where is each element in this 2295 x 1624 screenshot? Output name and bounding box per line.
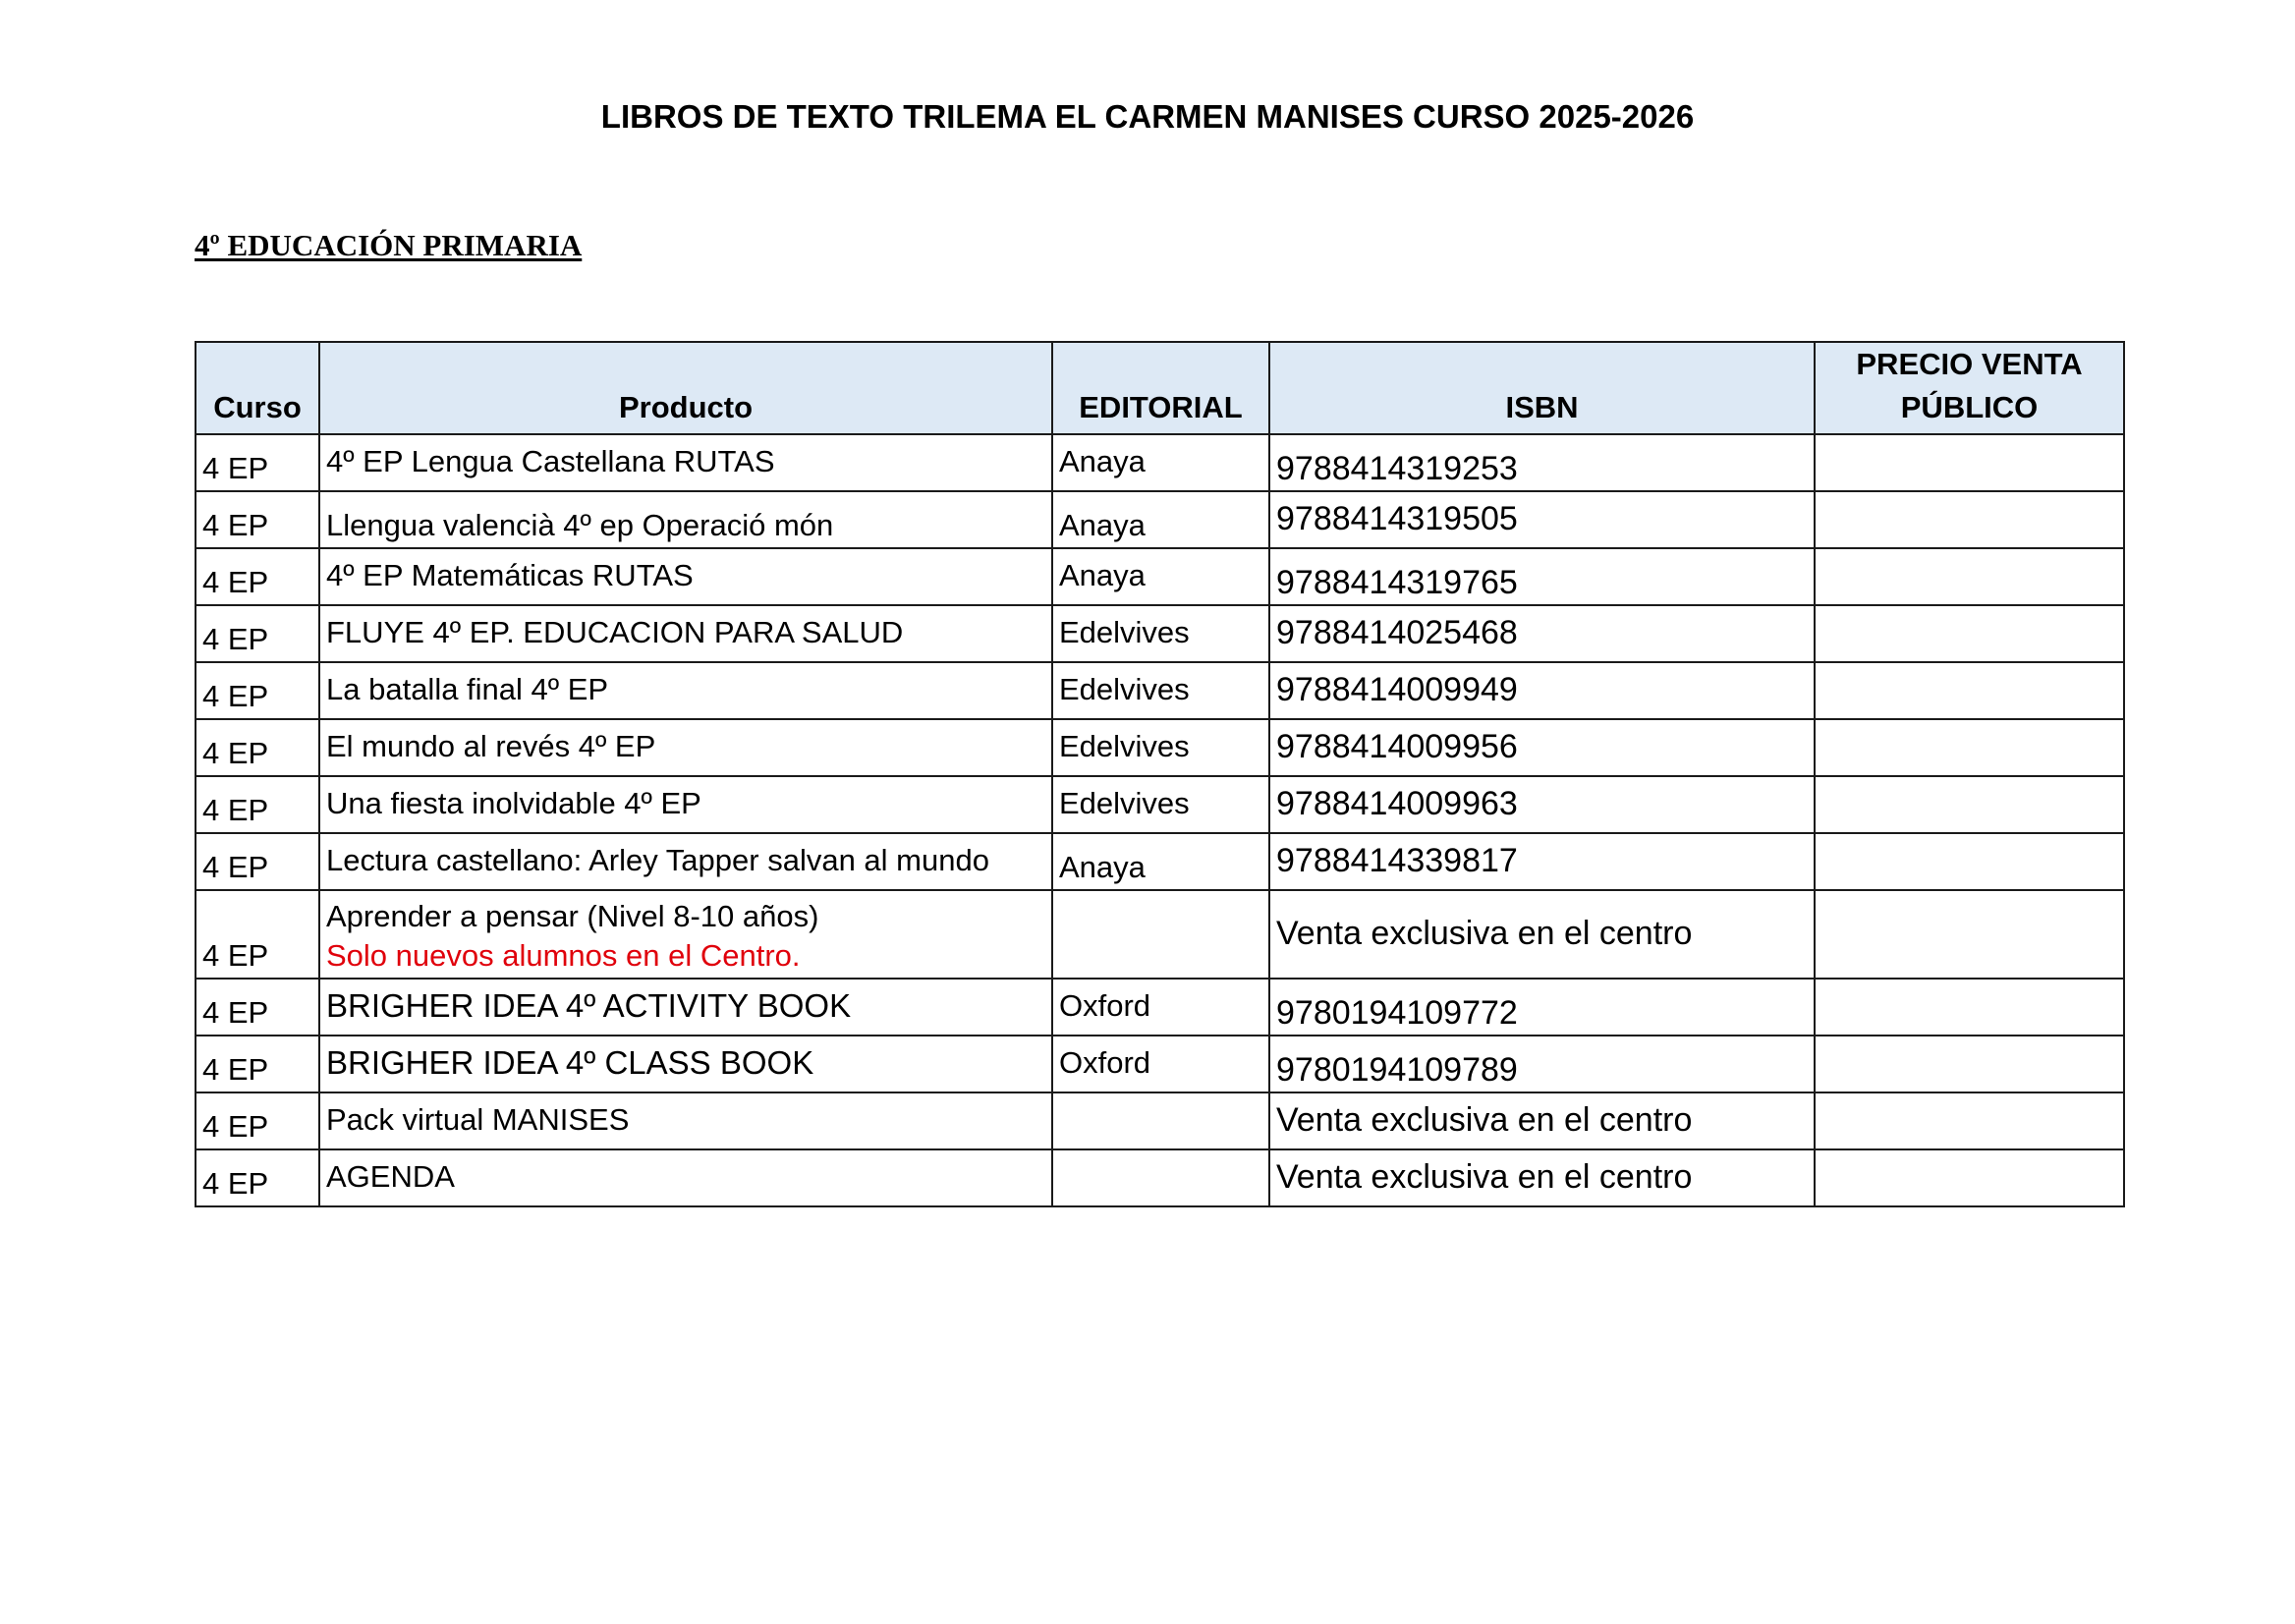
- cell-producto: BRIGHER IDEA 4º ACTIVITY BOOK: [319, 979, 1052, 1036]
- header-isbn: ISBN: [1269, 342, 1815, 434]
- table-row: [196, 434, 2124, 491]
- cell-isbn: 9788414339817: [1269, 833, 1815, 890]
- table-row: [196, 719, 2124, 776]
- section-heading: 4º EDUCACIÓN PRIMARIA: [195, 228, 583, 262]
- table-row: [196, 605, 2124, 662]
- textbook-table: [195, 341, 2125, 1207]
- cell-editorial: Anaya: [1052, 548, 1269, 605]
- cell-curso: 4 EP: [196, 662, 319, 719]
- table-row: [196, 1092, 2124, 1149]
- cell-editorial: Oxford: [1052, 1036, 1269, 1092]
- cell-precio: [1815, 1149, 2124, 1206]
- table-row: [196, 833, 2124, 890]
- cell-editorial: Edelvives: [1052, 662, 1269, 719]
- header-precio: PRECIO VENTA PÚBLICO: [1815, 342, 2124, 434]
- cell-isbn: 9780194109772: [1269, 979, 1815, 1036]
- cell-curso: 4 EP: [196, 719, 319, 776]
- header-producto: Producto: [319, 342, 1052, 434]
- cell-isbn: Venta exclusiva en el centro: [1269, 890, 1815, 979]
- cell-precio: [1815, 548, 2124, 605]
- cell-curso: 4 EP: [196, 890, 319, 979]
- table-row: [196, 890, 2124, 979]
- cell-curso: 4 EP: [196, 434, 319, 491]
- cell-producto: 4º EP Matemáticas RUTAS: [319, 548, 1052, 605]
- cell-producto: AGENDA: [319, 1149, 1052, 1206]
- cell-producto: 4º EP Lengua Castellana RUTAS: [319, 434, 1052, 491]
- cell-precio: [1815, 833, 2124, 890]
- cell-editorial: Edelvives: [1052, 776, 1269, 833]
- cell-curso: 4 EP: [196, 776, 319, 833]
- cell-isbn: 9788414319253: [1269, 434, 1815, 491]
- cell-editorial: Oxford: [1052, 979, 1269, 1036]
- cell-curso: 4 EP: [196, 979, 319, 1036]
- cell-curso: 4 EP: [196, 1149, 319, 1206]
- product-name: Aprender a pensar (Nivel 8-10 años): [326, 899, 819, 933]
- cell-editorial: Anaya: [1052, 491, 1269, 548]
- header-editorial: EDITORIAL: [1052, 342, 1269, 434]
- cell-editorial: Anaya: [1052, 833, 1269, 890]
- cell-isbn: 9788414319765: [1269, 548, 1815, 605]
- cell-precio: [1815, 434, 2124, 491]
- cell-precio: [1815, 979, 2124, 1036]
- table-row: [196, 491, 2124, 548]
- cell-producto: [319, 890, 1052, 979]
- cell-producto: Llengua valencià 4º ep Operació món: [319, 491, 1052, 548]
- cell-producto: Una fiesta inolvidable 4º EP: [319, 776, 1052, 833]
- cell-precio: [1815, 776, 2124, 833]
- cell-isbn: 9788414009956: [1269, 719, 1815, 776]
- cell-editorial: [1052, 890, 1269, 979]
- cell-producto: El mundo al revés 4º EP: [319, 719, 1052, 776]
- table-row: [196, 1036, 2124, 1092]
- cell-isbn: 9788414319505: [1269, 491, 1815, 548]
- table-row: [196, 1149, 2124, 1206]
- cell-isbn: Venta exclusiva en el centro: [1269, 1092, 1815, 1149]
- cell-precio: [1815, 491, 2124, 548]
- table-row: [196, 662, 2124, 719]
- cell-isbn: 9780194109789: [1269, 1036, 1815, 1092]
- cell-precio: [1815, 662, 2124, 719]
- cell-producto: FLUYE 4º EP. EDUCACION PARA SALUD: [319, 605, 1052, 662]
- document-title: LIBROS DE TEXTO TRILEMA EL CARMEN MANISES CURSO 2025-2026: [600, 98, 1695, 135]
- product-note: Solo nuevos alumnos en el Centro.: [326, 938, 801, 973]
- cell-editorial: [1052, 1092, 1269, 1149]
- cell-curso: 4 EP: [196, 605, 319, 662]
- cell-isbn: 9788414009963: [1269, 776, 1815, 833]
- header-curso: Curso: [196, 342, 319, 434]
- cell-producto: Lectura castellano: Arley Tapper salvan al mundo: [319, 833, 1052, 890]
- cell-curso: 4 EP: [196, 1092, 319, 1149]
- cell-precio: [1815, 1036, 2124, 1092]
- table-row: [196, 776, 2124, 833]
- cell-editorial: Anaya: [1052, 434, 1269, 491]
- cell-isbn: 9788414009949: [1269, 662, 1815, 719]
- cell-producto: Pack virtual MANISES: [319, 1092, 1052, 1149]
- cell-producto: BRIGHER IDEA 4º CLASS BOOK: [319, 1036, 1052, 1092]
- cell-curso: 4 EP: [196, 548, 319, 605]
- cell-precio: [1815, 890, 2124, 979]
- cell-precio: [1815, 719, 2124, 776]
- cell-editorial: Edelvives: [1052, 605, 1269, 662]
- cell-editorial: Edelvives: [1052, 719, 1269, 776]
- cell-editorial: [1052, 1149, 1269, 1206]
- cell-isbn: 9788414025468: [1269, 605, 1815, 662]
- table-row: [196, 548, 2124, 605]
- cell-curso: 4 EP: [196, 833, 319, 890]
- cell-curso: 4 EP: [196, 1036, 319, 1092]
- cell-precio: [1815, 1092, 2124, 1149]
- cell-curso: 4 EP: [196, 491, 319, 548]
- table-row: [196, 979, 2124, 1036]
- cell-producto: La batalla final 4º EP: [319, 662, 1052, 719]
- cell-precio: [1815, 605, 2124, 662]
- table-header-row: [196, 342, 2124, 434]
- cell-isbn: Venta exclusiva en el centro: [1269, 1149, 1815, 1206]
